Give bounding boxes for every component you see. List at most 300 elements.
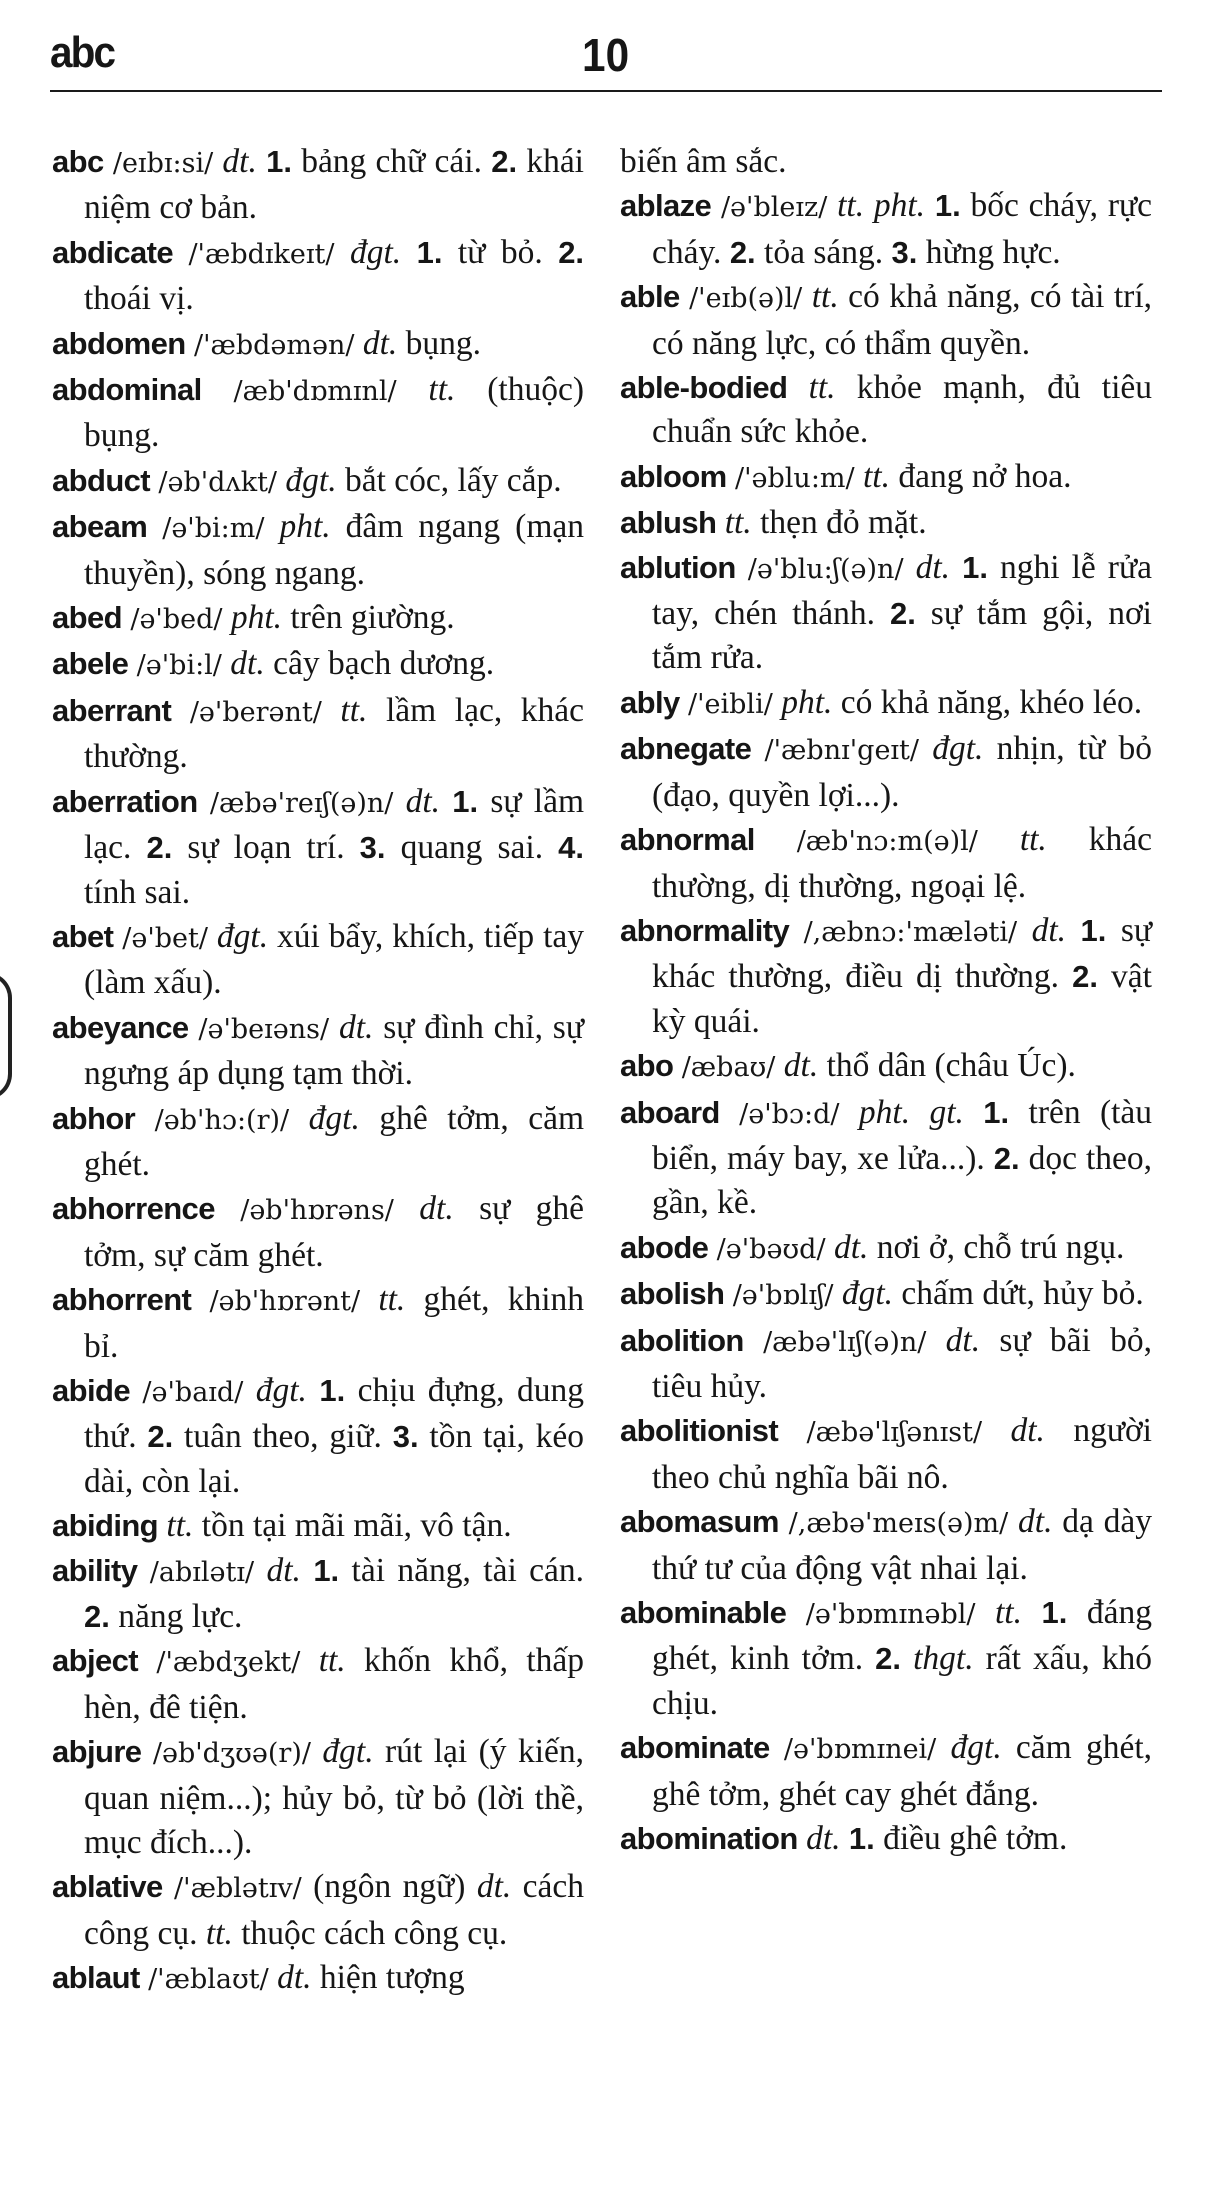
- pronunciation: /ə'bleɪz/: [720, 192, 828, 224]
- part-of-speech: tt.: [205, 1914, 233, 1952]
- dictionary-entry: [52, 1639, 584, 1730]
- dictionary-entry: [620, 727, 1152, 818]
- definition-text: [798, 1820, 806, 1857]
- definition-text: [394, 1190, 419, 1227]
- part-of-speech: dt.: [833, 1228, 869, 1266]
- definition-text: khái niệm cơ bản.: [84, 143, 584, 227]
- dictionary-entry: [620, 275, 1152, 366]
- pronunciation: /ə'bɒmɪnəbl/: [805, 1599, 976, 1630]
- definition-text: [191, 1281, 209, 1318]
- definition-text: lầm lạc, khác thường.: [84, 691, 584, 776]
- definition-text: sự bãi bỏ, tiêu hủy.: [652, 1321, 1153, 1405]
- definition-text: [208, 918, 217, 955]
- part-of-speech: đgt.: [841, 1275, 894, 1313]
- definition-text: [360, 1281, 378, 1318]
- right-column: [620, 140, 1152, 1861]
- headword: abele: [52, 646, 129, 682]
- part-of-speech: pht.: [279, 508, 331, 546]
- definition-text: [901, 1640, 913, 1677]
- part-of-speech: dt.: [405, 782, 441, 820]
- definition-text: [711, 187, 721, 224]
- sense-number: 1.: [266, 144, 292, 179]
- definition-text: [775, 1047, 783, 1084]
- dictionary-entry: [620, 546, 1152, 681]
- headword: abdominal: [52, 372, 202, 408]
- definition-text: [138, 1642, 156, 1679]
- pronunciation: /eɪbɪ:si/: [112, 148, 214, 179]
- definition-text: thẹn đỏ mặt.: [751, 504, 927, 542]
- part-of-speech: pht.: [230, 599, 283, 637]
- sense-number: 1.: [416, 234, 443, 270]
- pronunciation: /ə'bɔ:d/: [739, 1098, 840, 1130]
- sense-number: 2.: [1072, 959, 1098, 995]
- dictionary-entry: [620, 1226, 1152, 1272]
- definition-text: biến âm sắc.: [620, 143, 787, 180]
- part-of-speech: tt.: [863, 457, 890, 495]
- headword: ablush: [620, 505, 717, 541]
- definition-text: [751, 730, 764, 767]
- dictionary-entry: [52, 596, 584, 642]
- definition-text: [289, 1100, 309, 1137]
- pronunciation: /ə'bi:m/: [162, 513, 265, 545]
- definition-text: bốc cháy, rực cháy.: [652, 187, 1153, 271]
- left-column: [52, 140, 584, 2003]
- dictionary-entry: [52, 642, 584, 688]
- definition-text: [773, 684, 781, 721]
- definition-text: [264, 508, 279, 545]
- definition-text: [787, 369, 808, 406]
- pronunciation: /'æbdɪkeɪt/: [188, 238, 335, 270]
- dictionary-entry: [52, 1006, 584, 1097]
- definition-text: [919, 730, 932, 767]
- sense-number: 1.: [1041, 1595, 1068, 1630]
- definition-text: [141, 1733, 152, 1770]
- definition-text: [173, 234, 188, 271]
- sense-number: 1.: [1080, 912, 1107, 948]
- sense-number: 1.: [848, 1821, 875, 1857]
- definition-text: [334, 234, 349, 271]
- headword: abet: [52, 918, 114, 954]
- headword: abomasum: [620, 1504, 779, 1540]
- definition-text: khốn khổ, thấp hèn, đê tiện.: [84, 1642, 585, 1726]
- dictionary-entry: [52, 1504, 584, 1548]
- headword: abhor: [52, 1100, 136, 1136]
- definition-text: [1017, 912, 1031, 949]
- definition-text: sự loạn trí.: [172, 829, 360, 867]
- definition-text: từ bỏ.: [442, 233, 559, 271]
- dictionary-entry: [52, 1369, 584, 1504]
- part-of-speech: pht.: [873, 187, 926, 225]
- pronunciation: /əb'hɒrəns/: [240, 1195, 394, 1227]
- page-header: [50, 28, 1162, 92]
- headword: abhorrent: [52, 1282, 192, 1318]
- definition-text: chấm dứt, hủy bỏ.: [893, 1275, 1144, 1313]
- part-of-speech: tt.: [994, 1594, 1022, 1631]
- sense-number: 4.: [558, 830, 585, 866]
- headword: abolitionist: [620, 1413, 779, 1449]
- definition-text: người theo chủ nghĩa bãi nô.: [652, 1412, 1152, 1496]
- definition-text: [329, 1009, 339, 1046]
- pronunciation: /əb'hɔ:(r)/: [154, 1104, 290, 1136]
- headword: abdomen: [52, 325, 186, 361]
- headword: abhorrence: [52, 1191, 215, 1227]
- dictionary-entry: [620, 455, 1152, 501]
- definition-text: xúi bẩy, khích, tiếp tay (làm xấu).: [84, 917, 585, 1002]
- definition-text: ghét, khinh bỉ.: [84, 1281, 585, 1365]
- definition-text: [716, 504, 724, 541]
- headword: abed: [52, 600, 122, 636]
- definition-text: sự ghê tởm, sự căm ghét.: [84, 1190, 585, 1274]
- pronunciation: /,æbnɔ:'mæləti/: [803, 916, 1018, 948]
- definition-text: ghê tởm, căm ghét.: [84, 1099, 585, 1183]
- sense-number: 3.: [392, 1419, 419, 1455]
- headword: able-bodied: [620, 370, 788, 406]
- definition-text: [978, 821, 1020, 858]
- pronunciation: /'æblaʊt/: [148, 1964, 269, 1996]
- definition-text: trên giường.: [282, 599, 455, 637]
- definition-text: thổ dân (châu Úc).: [818, 1047, 1076, 1085]
- dictionary-entry: [52, 1730, 584, 1865]
- definition-text: [673, 1047, 681, 1084]
- headword: able: [620, 279, 680, 315]
- definition-text: [257, 143, 266, 180]
- pronunciation: /æb'nɔ:m(ə)l/: [796, 826, 978, 858]
- dictionary-entry: [52, 780, 584, 915]
- pronunciation: /əb'dʒʊə(r)/: [152, 1738, 311, 1770]
- part-of-speech: dt.: [338, 1008, 374, 1046]
- part-of-speech: dt.: [783, 1047, 819, 1085]
- headword: abomination: [620, 1821, 798, 1857]
- dictionary-entry: [620, 501, 1152, 545]
- headword: abode: [620, 1229, 709, 1265]
- definition-text: [789, 912, 803, 949]
- definition-text: điều ghê tởm.: [874, 1820, 1068, 1858]
- pronunciation: /æbə'lɪʃənɪst/: [806, 1417, 983, 1449]
- definition-text: đâm ngang (mạn thuyền), sóng ngang.: [84, 508, 584, 592]
- definition-text: [397, 371, 429, 408]
- sense-number: 2.: [84, 1599, 110, 1634]
- part-of-speech: tt.: [318, 1642, 346, 1680]
- part-of-speech: tt.: [378, 1281, 406, 1319]
- binding-edge-mark: [0, 972, 12, 1100]
- definition-text: [936, 1729, 950, 1766]
- headword: abloom: [620, 458, 727, 494]
- pronunciation: /'əblu:m/: [735, 462, 855, 494]
- definition-text: nghi lễ rửa tay, chén thánh.: [652, 548, 1152, 633]
- pronunciation: /ə'bi:l/: [136, 650, 222, 682]
- definition-text: [680, 684, 688, 721]
- dictionary-entry: [52, 505, 584, 596]
- page-number: 10: [582, 29, 630, 81]
- headword: ablution: [620, 549, 736, 585]
- sense-number: 1.: [319, 1372, 346, 1408]
- definition-text: [982, 1412, 1010, 1449]
- sense-number: 2.: [875, 1641, 902, 1677]
- definition-text: [950, 549, 962, 586]
- definition-text: quang sai.: [385, 829, 559, 867]
- dictionary-entry: [620, 140, 1152, 184]
- sense-number: 1.: [934, 188, 961, 224]
- sense-number: 2.: [146, 830, 173, 866]
- definition-text: [440, 783, 452, 820]
- part-of-speech: thgt.: [913, 1640, 974, 1678]
- definition-text: tính sai.: [84, 873, 191, 911]
- definition-text: [243, 1372, 255, 1409]
- definition-text: đáng ghét, kinh tởm.: [652, 1594, 1152, 1678]
- dictionary-entry: [52, 459, 584, 505]
- dictionary-entry: [620, 1591, 1152, 1726]
- definition-text: [202, 371, 234, 408]
- sense-number: 2.: [558, 234, 585, 270]
- part-of-speech: dt.: [230, 645, 265, 683]
- definition-text: [215, 1190, 240, 1227]
- definition-text: sự đình chỉ, sự ngưng áp dụng tạm thời.: [84, 1008, 584, 1093]
- part-of-speech: đgt.: [349, 233, 402, 271]
- definition-text: [140, 1959, 148, 1996]
- part-of-speech: dt.: [277, 1959, 312, 1997]
- definition-text: [222, 599, 230, 636]
- definition-text: [779, 1503, 789, 1540]
- pronunciation: /æbaʊ/: [681, 1052, 776, 1084]
- definition-text: [130, 1372, 142, 1409]
- definition-text: [926, 1322, 945, 1359]
- headword: aberration: [52, 783, 198, 819]
- definition-text: sự lầm lạc.: [84, 782, 585, 867]
- pronunciation: /əb'hɒrənt/: [209, 1286, 361, 1318]
- definition-text: [720, 1094, 739, 1131]
- dictionary-entry: [52, 1187, 584, 1278]
- headword: abolition: [620, 1322, 744, 1358]
- definition-text: [147, 508, 162, 545]
- dictionary-entry: [620, 1500, 1152, 1591]
- definition-text: [393, 783, 405, 820]
- part-of-speech: dt.: [1010, 1412, 1045, 1450]
- definition-text: [855, 458, 863, 495]
- part-of-speech: dt.: [222, 143, 257, 180]
- part-of-speech: dt.: [362, 324, 398, 362]
- definition-text: vật kỳ quái.: [652, 958, 1152, 1040]
- definition-text: [964, 1094, 983, 1131]
- guide-word: abc: [50, 28, 115, 77]
- headword: ablative: [52, 1869, 163, 1905]
- headword: abominable: [620, 1595, 787, 1630]
- part-of-speech: tt.: [724, 504, 752, 542]
- dictionary-entry: [52, 322, 584, 368]
- definition-text: dạ dày thứ tư của động vật nhai lại.: [652, 1503, 1153, 1587]
- definition-text: cách công cụ.: [84, 1868, 585, 1952]
- definition-text: [724, 1275, 732, 1312]
- definition-text: [975, 1594, 995, 1631]
- pronunciation: /æbə'lɪʃ(ə)n/: [763, 1326, 927, 1358]
- headword: abc: [52, 144, 104, 179]
- dictionary-entry: [620, 1409, 1152, 1500]
- definition-text: [163, 1868, 174, 1905]
- definition-text: [189, 1009, 199, 1046]
- pronunciation: /æb'dɒmɪnl/: [233, 376, 397, 408]
- pronunciation: /ə'bet/: [122, 922, 208, 954]
- pronunciation: /ə'bed/: [130, 604, 223, 636]
- headword: abject: [52, 1643, 138, 1679]
- headword: abide: [52, 1372, 130, 1408]
- definition-text: dọc theo, gần, kề.: [652, 1139, 1153, 1222]
- pronunciation: /,æbə'meɪs(ə)m/: [788, 1508, 1009, 1540]
- dictionary-entry: [52, 231, 584, 322]
- pronunciation: /'eɪb(ə)l/: [689, 283, 803, 315]
- headword: abjure: [52, 1734, 142, 1770]
- definition-text: [137, 1552, 149, 1589]
- dictionary-entry: [620, 909, 1152, 1044]
- definition-text: bụng.: [397, 324, 482, 362]
- definition-text: [171, 692, 190, 729]
- definition-text: [904, 549, 916, 586]
- definition-text: [827, 187, 837, 224]
- headword: ablaze: [620, 188, 712, 224]
- sense-number: 3.: [891, 234, 918, 270]
- sense-number: 2.: [147, 1419, 174, 1455]
- definition-text: [727, 458, 735, 495]
- definition-text: [1022, 1594, 1042, 1631]
- part-of-speech: dt.: [1018, 1503, 1053, 1541]
- pronunciation: /ə'beɪəns/: [198, 1013, 330, 1045]
- definition-text: [254, 1552, 266, 1589]
- part-of-speech: tt.: [837, 187, 865, 225]
- definition-text: rút lại (ý kiến, quan niệm...); hủy bỏ, từ bỏ (lời thề, mục đích...).: [84, 1733, 585, 1862]
- dictionary-entry: [620, 184, 1152, 275]
- part-of-speech: tt.: [1019, 821, 1047, 859]
- definition-text: tài năng, tài cán.: [339, 1551, 585, 1589]
- part-of-speech: tt.: [340, 691, 368, 729]
- definition-text: khỏe mạnh, đủ tiêu chuẩn sức khỏe.: [652, 369, 1153, 451]
- headword: abdicate: [52, 234, 173, 270]
- definition-text: nhịn, từ bỏ (đạo, quyền lợi...).: [652, 730, 1153, 814]
- definition-text: [826, 1229, 834, 1266]
- definition-text: [833, 1275, 841, 1312]
- headword: abominate: [620, 1730, 770, 1766]
- part-of-speech: pht.: [858, 1093, 911, 1131]
- definition-text: tỏa sáng.: [755, 233, 892, 271]
- headword: abiding: [52, 1508, 159, 1544]
- definition-text: [736, 549, 748, 586]
- sense-number: 2.: [729, 234, 756, 270]
- definition-text: tồn tại mãi mãi, vô tận.: [193, 1507, 512, 1545]
- definition-text: [269, 1959, 277, 1996]
- pronunciation: /abɪlətɪ/: [149, 1556, 255, 1588]
- definition-text: chịu đựng, dung thứ.: [84, 1371, 584, 1456]
- definition-text: [104, 143, 113, 180]
- definition-text: đang nở hoa.: [890, 457, 1072, 495]
- headword: abduct: [52, 462, 151, 498]
- definition-text: thoái vị.: [84, 280, 194, 318]
- definition-text: [680, 278, 689, 315]
- dictionary-entry: [620, 366, 1152, 455]
- sense-number: 2.: [993, 1140, 1020, 1176]
- pronunciation: /'æbdəmən/: [193, 329, 355, 361]
- part-of-speech: dt.: [266, 1551, 301, 1589]
- definition-text: (ngôn ngữ): [301, 1868, 477, 1906]
- part-of-speech: dt.: [806, 1820, 841, 1858]
- dictionary-entry: [620, 1044, 1152, 1090]
- definition-text: (thuộc) bụng.: [84, 371, 584, 455]
- part-of-speech: dt.: [419, 1190, 454, 1228]
- sense-number: 3.: [359, 830, 386, 866]
- dictionary-entry: [620, 1272, 1152, 1318]
- headword: ability: [52, 1552, 138, 1588]
- definition-text: có khả năng, có tài trí, có năng lực, có thẩm quyền.: [652, 278, 1153, 362]
- part-of-speech: gt.: [929, 1093, 964, 1131]
- headword: ablaut: [52, 1960, 140, 1996]
- part-of-speech: dt.: [1031, 911, 1067, 949]
- dictionary-entry: [52, 368, 584, 459]
- pronunciation: /əb'dʌkt/: [158, 466, 278, 498]
- sense-number: 1.: [452, 783, 479, 819]
- definition-text: [186, 325, 194, 362]
- pronunciation: /'æbdʒekt/: [156, 1647, 301, 1679]
- definition-text: khác thường, dị thường, ngoại lệ.: [652, 821, 1152, 905]
- dictionary-entry: [52, 140, 584, 231]
- headword: abolish: [620, 1276, 725, 1312]
- definition-text: tuân theo, giữ.: [173, 1418, 393, 1456]
- definition-text: [744, 1322, 763, 1359]
- definition-text: [1008, 1503, 1018, 1540]
- headword: abeyance: [52, 1009, 189, 1045]
- definition-text: [786, 1594, 806, 1631]
- sense-number: 1.: [983, 1094, 1010, 1130]
- part-of-speech: tt.: [811, 278, 839, 316]
- part-of-speech: đgt.: [308, 1099, 360, 1137]
- headword: abnegate: [620, 731, 752, 767]
- part-of-speech: dt.: [945, 1321, 981, 1359]
- definition-text: thuộc cách công cụ.: [232, 1914, 508, 1952]
- part-of-speech: đgt.: [255, 1371, 307, 1409]
- part-of-speech: đgt.: [322, 1733, 374, 1771]
- definition-text: [770, 1729, 784, 1766]
- part-of-speech: dt.: [476, 1868, 512, 1906]
- part-of-speech: tt.: [808, 369, 836, 407]
- headword: aboard: [620, 1094, 720, 1130]
- definition-text: căm ghét, ghê tởm, ghét cay ghét đắng.: [652, 1729, 1153, 1813]
- definition-text: nơi ở, chỗ trú ngụ.: [868, 1228, 1125, 1266]
- definition-text: [300, 1642, 318, 1679]
- definition-text: [840, 1094, 859, 1131]
- definition-text: trên (tàu biển, máy bay, xe lửa...).: [652, 1093, 1153, 1177]
- dictionary-entry: [52, 1956, 584, 2002]
- definition-text: [864, 187, 874, 224]
- dictionary-entry: [52, 1278, 584, 1369]
- part-of-speech: dt.: [915, 548, 951, 586]
- definition-text: có khả năng, khéo léo.: [832, 683, 1143, 721]
- pronunciation: /ə'bɒlɪʃ/: [732, 1280, 834, 1312]
- dictionary-entry: [52, 1865, 584, 1956]
- pronunciation: /ə'berənt/: [189, 696, 322, 728]
- headword: abnormal: [620, 822, 755, 858]
- part-of-speech: tt.: [428, 371, 456, 409]
- part-of-speech: đgt.: [216, 917, 269, 955]
- pronunciation: /ə'bɒmɪnei/: [783, 1734, 937, 1766]
- pronunciation: /ə'blu:ʃ(ə)n/: [747, 553, 904, 585]
- headword: aberrant: [52, 692, 172, 728]
- dictionary-entry: [620, 1091, 1152, 1226]
- definition-text: [755, 821, 797, 858]
- definition-text: [198, 783, 210, 820]
- definition-text: bắt cóc, lấy cắp.: [336, 461, 562, 499]
- dictionary-entry: [52, 689, 584, 780]
- headword: abeam: [52, 509, 148, 545]
- definition-text: [301, 1552, 313, 1589]
- part-of-speech: đgt.: [932, 730, 984, 768]
- sense-number: 2.: [889, 596, 916, 632]
- definition-text: [778, 1412, 806, 1449]
- sense-number: 2.: [491, 144, 518, 179]
